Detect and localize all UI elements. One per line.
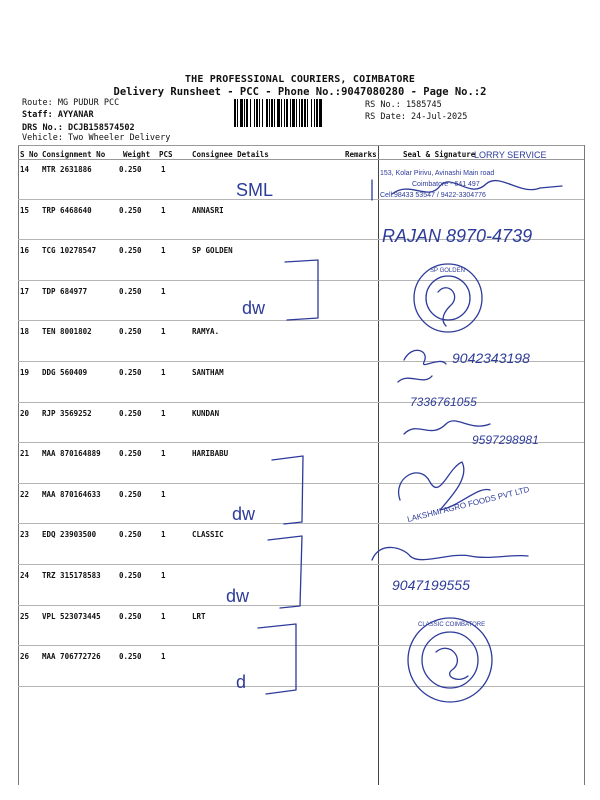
weight-value: 0.250 xyxy=(119,368,142,377)
seal-classic xyxy=(408,618,492,702)
weight-value: 0.250 xyxy=(119,611,142,621)
row19-signature xyxy=(404,350,446,364)
row14-sign-text: SML xyxy=(236,180,274,200)
col-sno: S No xyxy=(20,150,39,159)
weight-value: 0.250 xyxy=(119,489,142,499)
serial-number: 16 xyxy=(20,246,30,256)
pieces-count: 1 xyxy=(161,408,166,418)
row22-bracket xyxy=(272,456,303,524)
pieces-count: 1 xyxy=(161,571,166,580)
consignee-name: RAMYA. xyxy=(192,327,220,337)
consignment-number: VPL 523073445 xyxy=(42,611,101,621)
row24-phone: 9047199555 xyxy=(392,577,470,593)
col-weight: Weight xyxy=(123,150,151,159)
route-label: Route: MG PUDUR PCC xyxy=(22,98,120,108)
consignment-number: DDG 560409 xyxy=(42,368,88,377)
row22-sign-text: dw xyxy=(232,504,256,524)
serial-number: 18 xyxy=(20,327,30,337)
row19-signature-2 xyxy=(398,376,432,382)
col-consignment: Consignment No xyxy=(42,150,106,159)
pieces-count: 1 xyxy=(161,205,166,215)
pieces-count: 1 xyxy=(161,449,166,459)
drs-number: DRS No.: DCJB158574502 xyxy=(22,123,135,133)
pieces-count: 1 xyxy=(161,530,166,540)
consignment-number: TEN 8001802 xyxy=(42,327,92,337)
row24-bracket xyxy=(268,536,302,608)
consignment-number: MTR 2631886 xyxy=(42,165,92,174)
vehicle-label: Vehicle: Two Wheeler Delivery xyxy=(22,133,171,143)
rs-date: RS Date: 24-Jul-2025 xyxy=(365,112,468,122)
pieces-count: 1 xyxy=(161,652,166,662)
serial-number: 25 xyxy=(20,611,30,621)
row19-phone-2: 7336761055 xyxy=(410,395,477,409)
pieces-count: 1 xyxy=(161,286,166,296)
lorry-stamp-address: 153, Kolar Pirivu, Avinashi Main road xyxy=(380,170,495,177)
company-title: THE PROFESSIONAL COURIERS, COIMBATORE xyxy=(184,74,416,85)
seal-sp-text: SP GOLDEN xyxy=(430,268,465,274)
weight-value: 0.250 xyxy=(119,571,142,580)
consignment-number: TRZ 315178583 xyxy=(42,571,101,580)
consignment-number: MAA 870164633 xyxy=(42,489,101,499)
weight-value: 0.250 xyxy=(119,246,142,256)
row26-sign-text: d xyxy=(236,672,247,692)
consignment-number: MAA 706772726 xyxy=(42,652,101,662)
consignee-name: ANNASRI xyxy=(192,205,224,215)
consignee-name: KUNDAN xyxy=(192,408,220,418)
consignment-number: TRP 6468640 xyxy=(42,205,92,215)
serial-number: 21 xyxy=(20,449,30,459)
consignment-number: TDP 684977 xyxy=(42,286,88,296)
consignment-number: TCG 10278547 xyxy=(42,246,97,256)
row24-sign-text: dw xyxy=(226,586,250,606)
weight-value: 0.250 xyxy=(119,327,142,337)
seal-sp-golden xyxy=(414,264,482,332)
col-pcs: PCS xyxy=(159,150,173,159)
col-seal-signature: Seal & Signature xyxy=(403,150,476,159)
row15-handwritten: RAJAN 8970-4739 xyxy=(382,226,533,246)
weight-value: 0.250 xyxy=(119,652,142,662)
serial-number: 19 xyxy=(20,368,30,377)
serial-number: 15 xyxy=(20,205,30,215)
col-remarks: Remarks xyxy=(345,150,377,159)
pieces-count: 1 xyxy=(161,246,166,256)
lorry-stamp-phone: Cell:98433 53547 / 9422-3304776 xyxy=(380,192,486,199)
serial-number: 23 xyxy=(20,530,30,540)
rs-number: RS No.: 1585745 xyxy=(365,100,442,110)
weight-value: 0.250 xyxy=(119,449,142,459)
serial-number: 17 xyxy=(20,286,30,296)
staff-label: Staff: AYYANAR xyxy=(22,110,94,120)
runsheet-title: Delivery Runsheet - PCC - Phone No.:9047080280 - Page No.:2 xyxy=(113,86,487,98)
row20-phone: 9597298981 xyxy=(472,433,539,447)
serial-number: 22 xyxy=(20,489,30,499)
weight-value: 0.250 xyxy=(119,165,142,174)
consignee-name: SP GOLDEN xyxy=(192,246,233,256)
consignee-name: CLASSIC xyxy=(192,530,224,540)
pieces-count: 1 xyxy=(161,489,166,499)
row17-bracket xyxy=(285,260,318,320)
seal-classic-text: CLASSIC COIMBATORE xyxy=(418,622,486,628)
consignment-number: RJP 3569252 xyxy=(42,408,92,418)
seal-sp-golden-inner xyxy=(426,276,470,320)
pieces-count: 1 xyxy=(161,165,166,174)
pieces-count: 1 xyxy=(161,611,166,621)
weight-value: 0.250 xyxy=(119,530,142,540)
weight-value: 0.250 xyxy=(119,408,142,418)
consignee-name: HARIBABU xyxy=(192,449,229,459)
seal-classic-signature xyxy=(436,648,468,679)
serial-number: 26 xyxy=(20,652,30,662)
row19-phone: 9042343198 xyxy=(452,350,530,366)
lorry-stamp-city: Coimbatore - 641 497 xyxy=(412,181,480,188)
consignee-name: SANTHAM xyxy=(192,368,224,377)
serial-number: 24 xyxy=(20,571,30,580)
serial-number: 20 xyxy=(20,408,30,418)
serial-number: 14 xyxy=(20,165,30,174)
pieces-count: 1 xyxy=(161,368,166,377)
lorry-stamp-title: LORRY SERVICE xyxy=(474,150,547,160)
row23-signature xyxy=(372,547,528,560)
pieces-count: 1 xyxy=(161,327,166,337)
seal-classic-inner xyxy=(422,632,478,688)
weight-value: 0.250 xyxy=(119,205,142,215)
consignee-name: LRT xyxy=(192,611,206,621)
consignment-number: MAA 870164889 xyxy=(42,449,101,459)
agro-stamp-text: LAKSHMI AGRO FOODS PVT LTD xyxy=(406,484,531,524)
consignment-number: EDQ 23903500 xyxy=(42,530,97,540)
row17-sign-text: dw xyxy=(242,298,266,318)
row26-bracket xyxy=(258,624,296,694)
col-consignee: Consignee Details xyxy=(192,150,269,159)
weight-value: 0.250 xyxy=(119,286,142,296)
